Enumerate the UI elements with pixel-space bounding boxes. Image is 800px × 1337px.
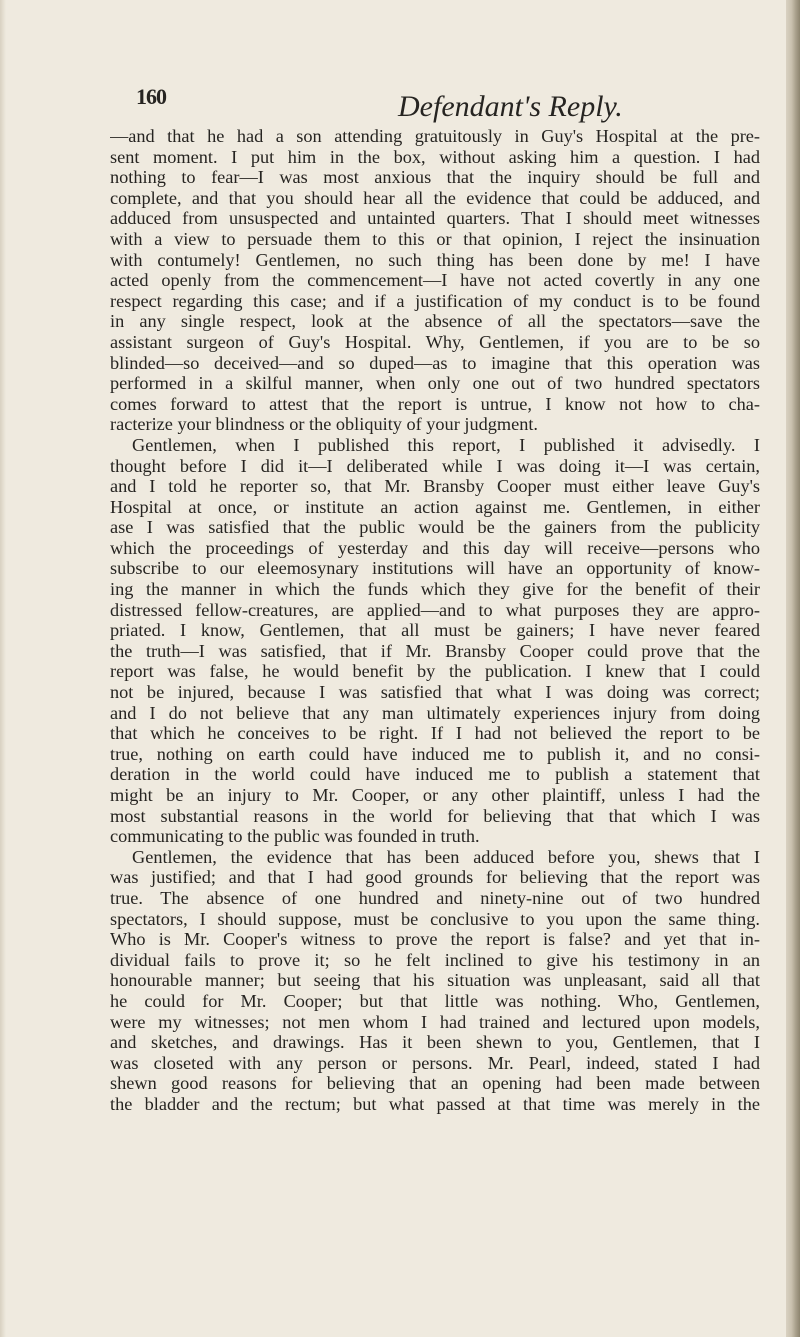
text-line: Hospital at once, or institute an action against me. Gentlemen, in either — [110, 496, 760, 517]
page-header — [0, 80, 790, 123]
text-line: acted openly from the commencement—I have not acted covertly in any one — [110, 270, 760, 291]
text-line: the bladder and the rectum; but what passed at that time was merely in the — [110, 1093, 760, 1114]
text-line: true. The absence of one hundred and ninety-nine out of two hundred — [110, 887, 760, 908]
text-line: with contumely! Gentlemen, no such thing has been done by me! I have — [110, 249, 760, 270]
text-line: in any single respect, look at the absence of all the spectators—save the — [110, 311, 760, 332]
text-line: respect regarding this case; and if a justification of my conduct is to be found — [110, 290, 760, 311]
text-line: he could for Mr. Cooper; but that little was nothing. Who, Gentlemen, — [110, 990, 760, 1011]
text-line: complete, and that you should hear all the evidence that could be adduced, and — [110, 187, 760, 208]
text-line: dividual fails to prove it; so he felt inclined to give his testimony in an — [110, 949, 760, 970]
text-line: performed in a skilful manner, when only one out of two hundred spectators — [110, 373, 760, 394]
text-line: shewn good reasons for believing that an opening had been made between — [110, 1073, 760, 1094]
text-line: blinded—so deceived—and so duped—as to imagine that this operation was — [110, 352, 760, 373]
text-line: was justified; and that I had good grounds for believing that the report was — [110, 867, 760, 888]
text-line: and sketches, and drawings. Has it been shewn to you, Gentlemen, that I — [110, 1032, 760, 1053]
text-line: comes forward to attest that the report is untrue, I know not how to cha- — [110, 393, 760, 414]
text-line: were my witnesses; not men whom I had trained and lectured upon models, — [110, 1011, 760, 1032]
text-line: that which he conceives to be right. If I had not believed the report to be — [110, 723, 760, 744]
text-line: and I told he reporter so, that Mr. Bransby Cooper must either leave Guy's — [110, 476, 760, 497]
text-line: was closeted with any person or persons. Mr. Pearl, indeed, stated I had — [110, 1052, 760, 1073]
text-line: most substantial reasons in the world for believing that that which I was — [110, 805, 760, 826]
text-line: thought before I did it—I deliberated while I was doing it—I was certain, — [110, 455, 760, 476]
text-line: communicating to the public was founded in truth. — [110, 826, 480, 847]
text-line: Who is Mr. Cooper's witness to prove the report is false? and yet that in- — [110, 929, 760, 950]
text-line: not be injured, because I was satisfied that what I was doing was correct; — [110, 682, 760, 703]
body-text — [110, 126, 760, 1115]
page-number: 160 — [136, 84, 166, 109]
text-line: Gentlemen, the evidence that has been adduced before you, shews that I — [132, 846, 760, 867]
text-line: deration in the world could have induced me to publish a statement that — [110, 764, 760, 785]
text-line: ing the manner in which the funds which they give for the benefit of their — [110, 579, 760, 600]
text-line: priated. I know, Gentlemen, that all must be gainers; I have never feared — [110, 620, 760, 641]
text-line: which the proceedings of yesterday and this day will receive—persons who — [110, 537, 760, 558]
text-line: nothing to fear—I was most anxious that the inquiry should be full and — [110, 167, 760, 188]
text-line: spectators, I should suppose, must be conclusive to you upon the same thing. — [110, 908, 760, 929]
text-line: adduced from unsuspected and untainted quarters. That I should meet witnesses — [110, 208, 760, 229]
text-line: subscribe to our eleemosynary institutions will have an opportunity of know- — [110, 558, 760, 579]
text-line: distressed fellow-creatures, are applied—and to what purposes they are appro- — [110, 599, 760, 620]
text-line: the truth—I was satisfied, that if Mr. Bransby Cooper could prove that the — [110, 640, 760, 661]
text-line: honourable manner; but seeing that his situation was unpleasant, said all that — [110, 970, 760, 991]
running-head: Defendant's Reply. — [398, 90, 623, 123]
text-line: ase I was satisfied that the public would be the gainers from the publicity — [110, 517, 760, 538]
text-line: racterize your blindness or the obliquity of your judgment. — [110, 414, 538, 435]
text-line: assistant surgeon of Guy's Hospital. Why, Gentlemen, if you are to be so — [110, 331, 760, 352]
text-line: with a view to persuade them to this or that opinion, I reject the insinuation — [110, 228, 760, 249]
page-edge — [786, 0, 800, 1337]
text-line: —and that he had a son attending gratuitously in Guy's Hospital at the pre- — [110, 126, 760, 146]
text-line: and I do not believe that any man ultimately experiences injury from doing — [110, 702, 760, 723]
text-line: report was false, he would benefit by the publication. I knew that I could — [110, 661, 760, 682]
text-line: Gentlemen, when I published this report, I published it advisedly. I — [132, 434, 760, 455]
text-line: sent moment. I put him in the box, without asking him a question. I had — [110, 146, 760, 167]
page-gutter-shadow — [0, 0, 6, 1337]
text-line: true, nothing on earth could have induced me to publish it, and no consi- — [110, 743, 760, 764]
text-line: might be an injury to Mr. Cooper, or any other plaintiff, unless I had the — [110, 785, 760, 805]
